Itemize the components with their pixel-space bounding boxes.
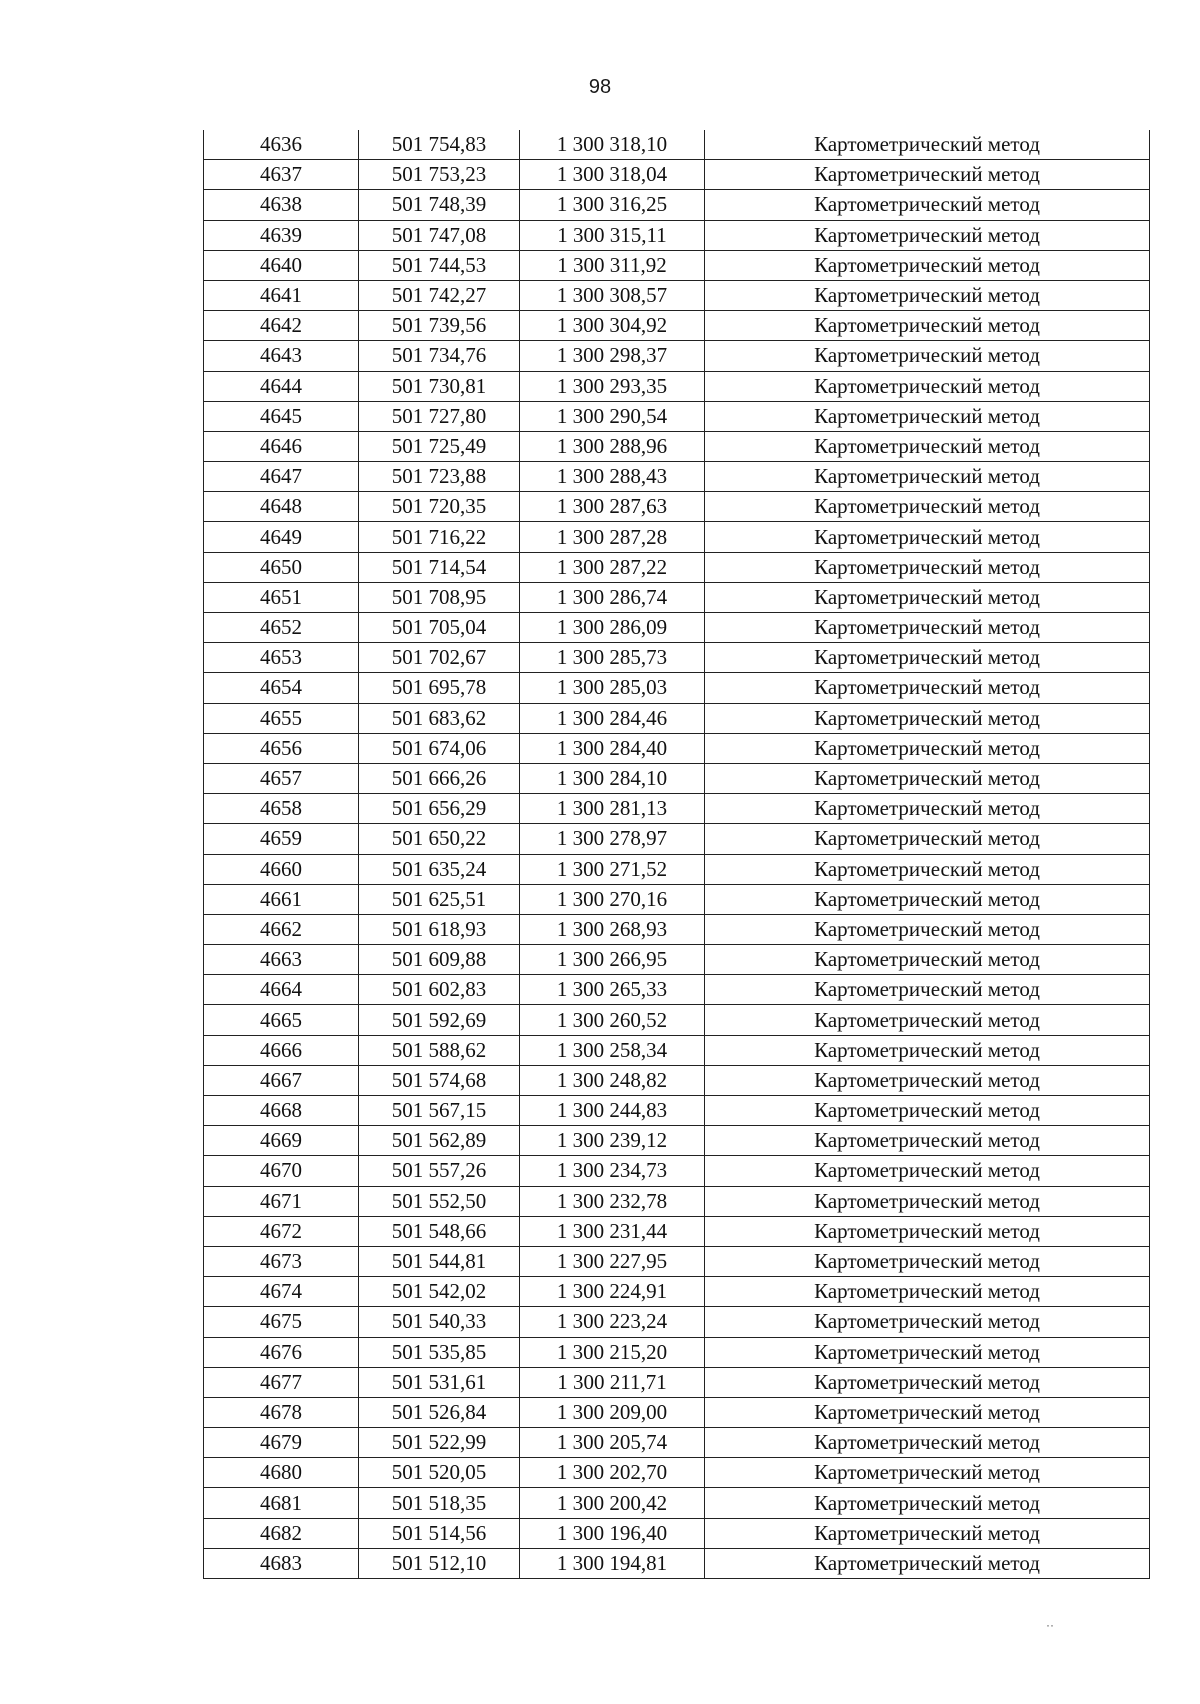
table-row (204, 522, 1150, 552)
method-cell: Картометрический метод (705, 492, 1150, 522)
y-coordinate-cell: 1 300 287,22 (520, 552, 705, 582)
point-number-cell: 4655 (204, 703, 359, 733)
y-coordinate-cell: 1 300 231,44 (520, 1216, 705, 1246)
table-row (204, 280, 1150, 310)
table-row (204, 431, 1150, 461)
point-number-cell: 4650 (204, 552, 359, 582)
y-coordinate-cell: 1 300 215,20 (520, 1337, 705, 1367)
y-coordinate-cell: 1 300 205,74 (520, 1428, 705, 1458)
x-coordinate-cell: 501 520,05 (359, 1458, 520, 1488)
point-number-cell: 4657 (204, 763, 359, 793)
table-row (204, 1277, 1150, 1307)
y-coordinate-cell: 1 300 244,83 (520, 1096, 705, 1126)
y-coordinate-cell: 1 300 258,34 (520, 1035, 705, 1065)
y-coordinate-cell: 1 300 285,73 (520, 643, 705, 673)
y-coordinate-cell: 1 300 281,13 (520, 794, 705, 824)
table-row (204, 1488, 1150, 1518)
method-cell: Картометрический метод (705, 945, 1150, 975)
y-coordinate-cell: 1 300 248,82 (520, 1065, 705, 1095)
method-cell: Картометрический метод (705, 854, 1150, 884)
table-row (204, 492, 1150, 522)
method-cell: Картометрический метод (705, 1488, 1150, 1518)
table-row (204, 703, 1150, 733)
method-cell: Картометрический метод (705, 1458, 1150, 1488)
table-row (204, 1065, 1150, 1095)
method-cell: Картометрический метод (705, 371, 1150, 401)
method-cell: Картометрический метод (705, 703, 1150, 733)
x-coordinate-cell: 501 747,08 (359, 220, 520, 250)
point-number-cell: 4643 (204, 341, 359, 371)
method-cell: Картометрический метод (705, 160, 1150, 190)
y-coordinate-cell: 1 300 278,97 (520, 824, 705, 854)
y-coordinate-cell: 1 300 224,91 (520, 1277, 705, 1307)
y-coordinate-cell: 1 300 284,10 (520, 763, 705, 793)
table-row (204, 160, 1150, 190)
point-number-cell: 4664 (204, 975, 359, 1005)
point-number-cell: 4679 (204, 1428, 359, 1458)
table-row (204, 1397, 1150, 1427)
y-coordinate-cell: 1 300 315,11 (520, 220, 705, 250)
scan-speck: ·· (1046, 1618, 1054, 1632)
y-coordinate-cell: 1 300 209,00 (520, 1397, 705, 1427)
y-coordinate-cell: 1 300 194,81 (520, 1548, 705, 1578)
point-number-cell: 4660 (204, 854, 359, 884)
method-cell: Картометрический метод (705, 673, 1150, 703)
x-coordinate-cell: 501 753,23 (359, 160, 520, 190)
method-cell: Картометрический метод (705, 1397, 1150, 1427)
point-number-cell: 4680 (204, 1458, 359, 1488)
table-row (204, 733, 1150, 763)
method-cell: Картометрический метод (705, 1186, 1150, 1216)
table-row (204, 1246, 1150, 1276)
method-cell: Картометрический метод (705, 1096, 1150, 1126)
table-row (204, 341, 1150, 371)
point-number-cell: 4638 (204, 190, 359, 220)
point-number-cell: 4653 (204, 643, 359, 673)
point-number-cell: 4669 (204, 1126, 359, 1156)
method-cell: Картометрический метод (705, 1518, 1150, 1548)
x-coordinate-cell: 501 734,76 (359, 341, 520, 371)
y-coordinate-cell: 1 300 304,92 (520, 311, 705, 341)
x-coordinate-cell: 501 618,93 (359, 914, 520, 944)
x-coordinate-cell: 501 625,51 (359, 884, 520, 914)
point-number-cell: 4642 (204, 311, 359, 341)
coordinates-table-body (204, 130, 1150, 1579)
table-row (204, 552, 1150, 582)
y-coordinate-cell: 1 300 318,10 (520, 130, 705, 160)
y-coordinate-cell: 1 300 316,25 (520, 190, 705, 220)
x-coordinate-cell: 501 666,26 (359, 763, 520, 793)
y-coordinate-cell: 1 300 196,40 (520, 1518, 705, 1548)
y-coordinate-cell: 1 300 265,33 (520, 975, 705, 1005)
x-coordinate-cell: 501 754,83 (359, 130, 520, 160)
method-cell: Картометрический метод (705, 824, 1150, 854)
point-number-cell: 4662 (204, 914, 359, 944)
y-coordinate-cell: 1 300 287,28 (520, 522, 705, 552)
table-row (204, 1428, 1150, 1458)
x-coordinate-cell: 501 552,50 (359, 1186, 520, 1216)
y-coordinate-cell: 1 300 288,96 (520, 431, 705, 461)
x-coordinate-cell: 501 748,39 (359, 190, 520, 220)
method-cell: Картометрический метод (705, 794, 1150, 824)
point-number-cell: 4636 (204, 130, 359, 160)
x-coordinate-cell: 501 674,06 (359, 733, 520, 763)
point-number-cell: 4639 (204, 220, 359, 250)
table-row (204, 250, 1150, 280)
x-coordinate-cell: 501 522,99 (359, 1428, 520, 1458)
method-cell: Картометрический метод (705, 311, 1150, 341)
table-row (204, 1156, 1150, 1186)
table-row (204, 643, 1150, 673)
y-coordinate-cell: 1 300 227,95 (520, 1246, 705, 1276)
x-coordinate-cell: 501 512,10 (359, 1548, 520, 1578)
x-coordinate-cell: 501 567,15 (359, 1096, 520, 1126)
point-number-cell: 4654 (204, 673, 359, 703)
table-row (204, 1458, 1150, 1488)
x-coordinate-cell: 501 635,24 (359, 854, 520, 884)
x-coordinate-cell: 501 609,88 (359, 945, 520, 975)
y-coordinate-cell: 1 300 288,43 (520, 462, 705, 492)
method-cell: Картометрический метод (705, 582, 1150, 612)
table-row (204, 1548, 1150, 1578)
point-number-cell: 4668 (204, 1096, 359, 1126)
x-coordinate-cell: 501 716,22 (359, 522, 520, 552)
method-cell: Картометрический метод (705, 1337, 1150, 1367)
table-row (204, 190, 1150, 220)
table-row (204, 1096, 1150, 1126)
table-row (204, 975, 1150, 1005)
y-coordinate-cell: 1 300 202,70 (520, 1458, 705, 1488)
x-coordinate-cell: 501 744,53 (359, 250, 520, 280)
method-cell: Картометрический метод (705, 190, 1150, 220)
point-number-cell: 4675 (204, 1307, 359, 1337)
table-row (204, 582, 1150, 612)
method-cell: Картометрический метод (705, 1246, 1150, 1276)
table-row (204, 1518, 1150, 1548)
y-coordinate-cell: 1 300 270,16 (520, 884, 705, 914)
table-row (204, 371, 1150, 401)
table-row (204, 311, 1150, 341)
table-row (204, 130, 1150, 160)
table-row (204, 1186, 1150, 1216)
table-row (204, 1216, 1150, 1246)
table-row (204, 763, 1150, 793)
y-coordinate-cell: 1 300 290,54 (520, 401, 705, 431)
table-row (204, 1367, 1150, 1397)
method-cell: Картометрический метод (705, 1126, 1150, 1156)
x-coordinate-cell: 501 531,61 (359, 1367, 520, 1397)
table-row (204, 1005, 1150, 1035)
method-cell: Картометрический метод (705, 250, 1150, 280)
point-number-cell: 4637 (204, 160, 359, 190)
table-row (204, 824, 1150, 854)
method-cell: Картометрический метод (705, 643, 1150, 673)
method-cell: Картометрический метод (705, 431, 1150, 461)
y-coordinate-cell: 1 300 293,35 (520, 371, 705, 401)
x-coordinate-cell: 501 548,66 (359, 1216, 520, 1246)
y-coordinate-cell: 1 300 266,95 (520, 945, 705, 975)
method-cell: Картометрический метод (705, 1216, 1150, 1246)
method-cell: Картометрический метод (705, 1548, 1150, 1578)
table-row (204, 401, 1150, 431)
method-cell: Картометрический метод (705, 522, 1150, 552)
y-coordinate-cell: 1 300 234,73 (520, 1156, 705, 1186)
y-coordinate-cell: 1 300 287,63 (520, 492, 705, 522)
y-coordinate-cell: 1 300 232,78 (520, 1186, 705, 1216)
y-coordinate-cell: 1 300 223,24 (520, 1307, 705, 1337)
coordinates-table (203, 130, 1150, 1579)
point-number-cell: 4656 (204, 733, 359, 763)
x-coordinate-cell: 501 542,02 (359, 1277, 520, 1307)
x-coordinate-cell: 501 727,80 (359, 401, 520, 431)
point-number-cell: 4658 (204, 794, 359, 824)
y-coordinate-cell: 1 300 260,52 (520, 1005, 705, 1035)
x-coordinate-cell: 501 592,69 (359, 1005, 520, 1035)
point-number-cell: 4676 (204, 1337, 359, 1367)
method-cell: Картометрический метод (705, 1428, 1150, 1458)
method-cell: Картометрический метод (705, 220, 1150, 250)
method-cell: Картометрический метод (705, 280, 1150, 310)
method-cell: Картометрический метод (705, 613, 1150, 643)
x-coordinate-cell: 501 705,04 (359, 613, 520, 643)
y-coordinate-cell: 1 300 318,04 (520, 160, 705, 190)
point-number-cell: 4645 (204, 401, 359, 431)
point-number-cell: 4646 (204, 431, 359, 461)
point-number-cell: 4683 (204, 1548, 359, 1578)
x-coordinate-cell: 501 526,84 (359, 1397, 520, 1427)
y-coordinate-cell: 1 300 285,03 (520, 673, 705, 703)
x-coordinate-cell: 501 714,54 (359, 552, 520, 582)
y-coordinate-cell: 1 300 284,46 (520, 703, 705, 733)
x-coordinate-cell: 501 544,81 (359, 1246, 520, 1276)
method-cell: Картометрический метод (705, 1065, 1150, 1095)
x-coordinate-cell: 501 695,78 (359, 673, 520, 703)
x-coordinate-cell: 501 650,22 (359, 824, 520, 854)
table-row (204, 220, 1150, 250)
x-coordinate-cell: 501 540,33 (359, 1307, 520, 1337)
table-row (204, 1126, 1150, 1156)
point-number-cell: 4671 (204, 1186, 359, 1216)
method-cell: Картометрический метод (705, 1307, 1150, 1337)
x-coordinate-cell: 501 723,88 (359, 462, 520, 492)
x-coordinate-cell: 501 730,81 (359, 371, 520, 401)
point-number-cell: 4640 (204, 250, 359, 280)
x-coordinate-cell: 501 739,56 (359, 311, 520, 341)
table-row (204, 673, 1150, 703)
x-coordinate-cell: 501 535,85 (359, 1337, 520, 1367)
y-coordinate-cell: 1 300 286,09 (520, 613, 705, 643)
x-coordinate-cell: 501 702,67 (359, 643, 520, 673)
y-coordinate-cell: 1 300 200,42 (520, 1488, 705, 1518)
x-coordinate-cell: 501 514,56 (359, 1518, 520, 1548)
method-cell: Картометрический метод (705, 1035, 1150, 1065)
point-number-cell: 4682 (204, 1518, 359, 1548)
y-coordinate-cell: 1 300 271,52 (520, 854, 705, 884)
y-coordinate-cell: 1 300 298,37 (520, 341, 705, 371)
point-number-cell: 4681 (204, 1488, 359, 1518)
method-cell: Картометрический метод (705, 552, 1150, 582)
point-number-cell: 4665 (204, 1005, 359, 1035)
point-number-cell: 4677 (204, 1367, 359, 1397)
table-row (204, 1035, 1150, 1065)
table-row (204, 794, 1150, 824)
x-coordinate-cell: 501 742,27 (359, 280, 520, 310)
x-coordinate-cell: 501 602,83 (359, 975, 520, 1005)
method-cell: Картометрический метод (705, 884, 1150, 914)
point-number-cell: 4663 (204, 945, 359, 975)
x-coordinate-cell: 501 518,35 (359, 1488, 520, 1518)
point-number-cell: 4641 (204, 280, 359, 310)
table-row (204, 462, 1150, 492)
method-cell: Картометрический метод (705, 733, 1150, 763)
point-number-cell: 4652 (204, 613, 359, 643)
x-coordinate-cell: 501 720,35 (359, 492, 520, 522)
point-number-cell: 4644 (204, 371, 359, 401)
x-coordinate-cell: 501 708,95 (359, 582, 520, 612)
method-cell: Картометрический метод (705, 763, 1150, 793)
method-cell: Картометрический метод (705, 1367, 1150, 1397)
point-number-cell: 4672 (204, 1216, 359, 1246)
method-cell: Картометрический метод (705, 462, 1150, 492)
point-number-cell: 4666 (204, 1035, 359, 1065)
table-row (204, 884, 1150, 914)
point-number-cell: 4649 (204, 522, 359, 552)
method-cell: Картометрический метод (705, 1277, 1150, 1307)
page-number: 98 (588, 76, 612, 98)
table-row (204, 914, 1150, 944)
y-coordinate-cell: 1 300 286,74 (520, 582, 705, 612)
x-coordinate-cell: 501 574,68 (359, 1065, 520, 1095)
x-coordinate-cell: 501 588,62 (359, 1035, 520, 1065)
x-coordinate-cell: 501 656,29 (359, 794, 520, 824)
point-number-cell: 4673 (204, 1246, 359, 1276)
point-number-cell: 4674 (204, 1277, 359, 1307)
method-cell: Картометрический метод (705, 975, 1150, 1005)
y-coordinate-cell: 1 300 211,71 (520, 1367, 705, 1397)
method-cell: Картометрический метод (705, 914, 1150, 944)
point-number-cell: 4670 (204, 1156, 359, 1186)
table-row (204, 1337, 1150, 1367)
point-number-cell: 4678 (204, 1397, 359, 1427)
method-cell: Картометрический метод (705, 341, 1150, 371)
method-cell: Картометрический метод (705, 401, 1150, 431)
x-coordinate-cell: 501 725,49 (359, 431, 520, 461)
table-row (204, 854, 1150, 884)
table-row (204, 1307, 1150, 1337)
method-cell: Картометрический метод (705, 1156, 1150, 1186)
point-number-cell: 4661 (204, 884, 359, 914)
table-row (204, 613, 1150, 643)
point-number-cell: 4659 (204, 824, 359, 854)
y-coordinate-cell: 1 300 239,12 (520, 1126, 705, 1156)
method-cell: Картометрический метод (705, 130, 1150, 160)
x-coordinate-cell: 501 562,89 (359, 1126, 520, 1156)
point-number-cell: 4651 (204, 582, 359, 612)
y-coordinate-cell: 1 300 308,57 (520, 280, 705, 310)
y-coordinate-cell: 1 300 284,40 (520, 733, 705, 763)
table-row (204, 945, 1150, 975)
y-coordinate-cell: 1 300 268,93 (520, 914, 705, 944)
point-number-cell: 4667 (204, 1065, 359, 1095)
point-number-cell: 4647 (204, 462, 359, 492)
x-coordinate-cell: 501 683,62 (359, 703, 520, 733)
point-number-cell: 4648 (204, 492, 359, 522)
y-coordinate-cell: 1 300 311,92 (520, 250, 705, 280)
method-cell: Картометрический метод (705, 1005, 1150, 1035)
x-coordinate-cell: 501 557,26 (359, 1156, 520, 1186)
